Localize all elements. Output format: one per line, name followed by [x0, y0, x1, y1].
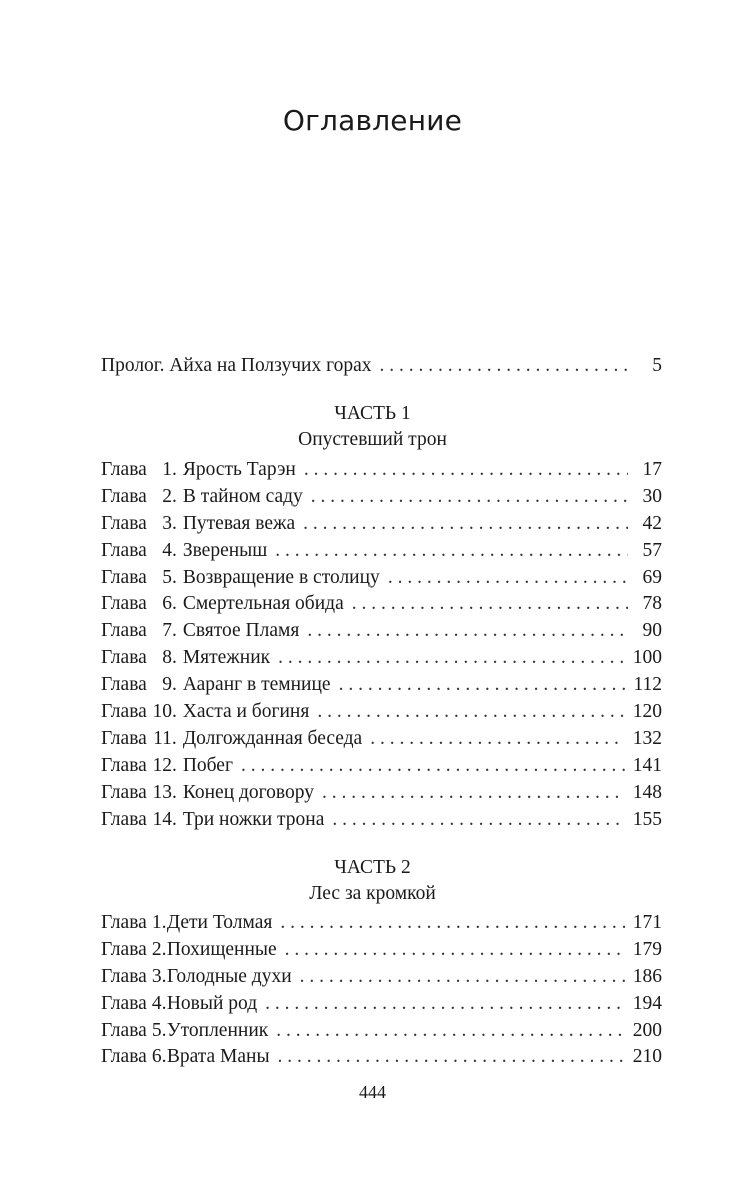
chapter-label: Глава	[101, 781, 147, 803]
chapter-title: Врата Маны	[166, 1046, 270, 1068]
chapter-page: 155	[632, 808, 662, 830]
toc-entry	[101, 538, 662, 565]
chapter-page: 30	[642, 485, 662, 507]
toc-entry	[101, 910, 662, 937]
chapter-number: 2.	[162, 485, 177, 507]
toc-prologue	[101, 353, 662, 380]
chapter-label: Глава	[101, 1019, 147, 1041]
dot-leader	[303, 511, 628, 538]
chapter-page: 132	[632, 727, 662, 749]
chapter-title: Святое Пламя	[182, 620, 300, 642]
chapter-number: 3.	[151, 965, 167, 987]
chapter-title: Три ножки трона	[182, 808, 325, 830]
chapter-number: 2.	[151, 938, 167, 960]
toc-entry	[101, 991, 662, 1018]
chapter-title: Звереныш	[182, 539, 268, 561]
chapter-label: Глава	[101, 1046, 147, 1068]
toc-entry	[101, 1018, 662, 1045]
chapter-label: Глава	[101, 485, 147, 507]
chapter-page: 171	[632, 912, 662, 933]
chapter-number: 4.	[162, 539, 177, 561]
chapter-label: Глава	[101, 566, 147, 588]
chapter-number: 13.	[152, 781, 177, 803]
chapter-number: 6.	[151, 1046, 167, 1068]
toc-entry	[101, 511, 662, 538]
dot-leader	[339, 672, 626, 699]
chapter-page: 210	[632, 1046, 662, 1068]
chapter-title: В тайном саду	[182, 485, 303, 507]
chapter-page: 179	[632, 938, 662, 960]
chapter-page: 194	[632, 992, 662, 1014]
chapter-number: 4.	[151, 992, 167, 1014]
part1-heading	[0, 401, 745, 453]
prologue-title: Пролог. Айха на Ползучих горах	[101, 355, 372, 376]
chapter-number: 5.	[151, 1019, 167, 1041]
chapter-page: 200	[632, 1019, 662, 1041]
chapter-label: Глава	[101, 727, 147, 749]
chapter-label: Глава	[101, 808, 147, 830]
chapter-number: 6.	[162, 593, 177, 615]
part2-chapter-list	[101, 910, 662, 1071]
dot-leader	[275, 538, 628, 565]
chapter-page: 90	[642, 620, 662, 642]
dot-leader	[304, 457, 628, 484]
chapter-label: Глава	[101, 701, 147, 723]
chapter-page: 100	[632, 647, 662, 669]
chapter-page: 42	[642, 512, 662, 534]
toc-entry	[101, 807, 662, 834]
chapter-label: Глава	[101, 539, 147, 561]
chapter-label: Глава	[101, 647, 147, 669]
chapter-number: 7.	[162, 620, 177, 642]
chapter-title: Дети Толмая	[166, 912, 273, 933]
part1-label: ЧАСТЬ 1	[334, 403, 411, 424]
chapter-label: Глава	[101, 938, 147, 960]
toc-entry	[101, 753, 662, 780]
dot-leader	[388, 565, 628, 592]
chapter-label: Глава	[101, 512, 147, 534]
chapter-number: 11.	[153, 727, 177, 749]
chapter-title: Конец договору	[182, 781, 314, 803]
dot-leader	[241, 753, 625, 780]
chapter-label: Глава	[101, 992, 147, 1014]
chapter-number: 12.	[152, 754, 177, 776]
toc-entry	[101, 699, 662, 726]
dot-leader	[280, 910, 624, 937]
dot-leader	[317, 699, 624, 726]
part2-label: ЧАСТЬ 2	[334, 857, 411, 878]
toc-entry-prologue	[101, 353, 662, 380]
dot-leader	[311, 484, 628, 511]
chapter-page: 148	[632, 781, 662, 803]
chapter-label: Глава	[101, 593, 147, 615]
chapter-number: 3.	[162, 512, 177, 534]
dot-leader	[276, 1018, 625, 1045]
chapter-label: Глава	[101, 674, 147, 696]
chapter-label: Глава	[101, 459, 147, 480]
chapter-number: 8.	[162, 647, 177, 669]
chapter-page: 78	[642, 593, 662, 615]
chapter-title: Утопленник	[166, 1019, 269, 1041]
prologue-page: 5	[652, 355, 662, 376]
toc-entry	[101, 672, 662, 699]
dot-leader	[307, 618, 628, 645]
chapter-title: Мятежник	[182, 647, 271, 669]
chapter-number: 14.	[152, 808, 177, 830]
dot-leader	[278, 1044, 625, 1071]
toc-entry	[101, 591, 662, 618]
chapter-number: 9.	[162, 674, 177, 696]
dot-leader	[285, 937, 625, 964]
dot-leader	[352, 591, 628, 618]
toc-entry	[101, 457, 662, 484]
chapter-number: 1.	[162, 459, 177, 480]
chapter-number: 5.	[162, 566, 177, 588]
chapter-title: Ааранг в темнице	[182, 674, 331, 696]
chapter-title: Путевая вежа	[182, 512, 296, 534]
chapter-title: Возвращение в столицу	[182, 566, 380, 588]
chapter-label: Глава	[101, 912, 147, 933]
chapter-title: Побег	[182, 754, 233, 776]
toc-entry	[101, 565, 662, 592]
chapter-page: 17	[642, 459, 662, 480]
chapter-title: Похищенные	[166, 938, 277, 960]
page-title: Оглавление	[282, 104, 463, 137]
dot-leader	[278, 645, 625, 672]
chapter-title: Голодные духи	[166, 965, 292, 987]
dot-leader	[332, 807, 624, 834]
chapter-title: Хаста и богиня	[182, 701, 310, 723]
toc-entry	[101, 484, 662, 511]
chapter-title: Новый род	[166, 992, 258, 1014]
toc-entry	[101, 726, 662, 753]
toc-entry	[101, 780, 662, 807]
dot-leader	[380, 353, 629, 380]
chapter-title: Смертельная обида	[182, 593, 344, 615]
part1-subtitle: Опустевший трон	[298, 429, 447, 450]
chapter-page: 141	[632, 754, 662, 776]
toc-entry	[101, 618, 662, 645]
chapter-title: Долгожданная беседа	[182, 727, 363, 749]
chapter-page: 120	[632, 701, 662, 723]
page-number: 444	[359, 1082, 386, 1102]
part2-heading	[0, 855, 745, 907]
chapter-page: 112	[633, 674, 662, 696]
chapter-title: Ярость Тарэн	[182, 459, 296, 480]
dot-leader	[370, 726, 625, 753]
chapter-label: Глава	[101, 965, 147, 987]
chapter-label: Глава	[101, 754, 147, 776]
toc-entry	[101, 937, 662, 964]
chapter-page: 186	[632, 965, 662, 987]
dot-leader	[300, 964, 625, 991]
chapter-number: 10.	[152, 701, 177, 723]
chapter-label: Глава	[101, 620, 147, 642]
chapter-number: 1.	[151, 912, 167, 933]
toc-entry	[101, 645, 662, 672]
toc-entry	[101, 1044, 662, 1071]
dot-leader	[265, 991, 625, 1018]
dot-leader	[322, 780, 625, 807]
toc-entry	[101, 964, 662, 991]
chapter-page: 69	[642, 566, 662, 588]
chapter-page: 57	[642, 539, 662, 561]
part1-chapter-list	[101, 457, 662, 833]
part2-subtitle: Лес за кромкой	[309, 883, 436, 904]
